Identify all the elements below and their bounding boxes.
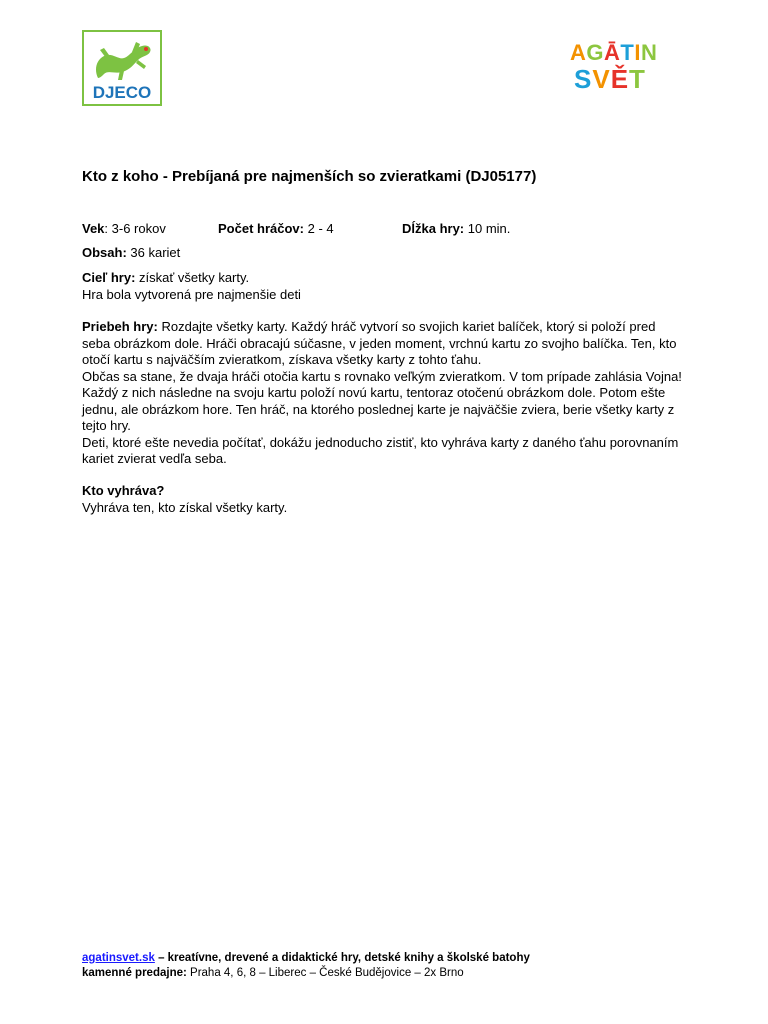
footer-tagline: – kreatívne, drevené a didaktické hry, detské knihy a školské batohy [154,952,530,964]
age-value: : 3-6 rokov [104,221,166,236]
goal-value: získať všetky karty. [135,270,250,285]
procedure-section [82,319,682,468]
game-meta-row [82,221,682,239]
stores-label: kamenné predajne: [82,967,187,979]
svg-text:SVĚT: SVĚT [574,64,646,94]
procedure-paragraph-1: Rozdajte všetky karty. Každý hráč vytvorí so svojich kariet balíček, ktorý si položí pred seba obrázkom dole. Hráči obracajú súčasne, v jeden moment, vrchnú kartu zo svojho balíčka. Ten, kto otočí kartu s najväčším zvieratkom, získava všetky karty z tohto ťahu. [82,319,677,367]
age-label: Vek [82,221,105,236]
djeco-text: DJECO [92,83,152,102]
stores-value: Praha 4, 6, 8 – Liberec – České Budějovice – 2x Brno [186,967,464,979]
length-value: 10 min. [464,221,511,236]
goal-section [82,270,682,303]
procedure-label: Priebeh hry: [82,319,158,334]
players-label: Počet hráčov: [218,221,304,236]
length-info [402,221,510,236]
winner-heading: Kto vyhráva? [82,483,165,498]
website-link[interactable]: agatinsvet.sk [82,952,155,964]
contents-label: Obsah: [82,245,127,260]
winner-section [82,483,682,516]
document-title: Kto z koho - Prebíjaná pre najmenších so zvieratkami (DJ05177) [82,168,537,185]
page-footer [82,951,702,981]
length-label: Dĺžka hry: [402,221,465,236]
procedure-paragraph-2: Občas sa stane, že dvaja hráči otočia kartu s rovnako veľkým zvieratkom. V tom prípade zahlásia Vojna! Každý z nich následne na svoju kartu položí novú kartu, tentoraz otočenú obrázkom dole. Potom ešte jednu, ale obrázkom hore. Ten hráč, na ktorého poslednej karte je najväčšie zviera, berie všetky karty z tejto hry. [82,368,682,433]
players-value: 2 - 4 [303,221,334,236]
agatin-svet-logo [568,38,676,94]
winner-text: Vyhráva ten, kto získal všetky karty. [82,499,288,515]
contents-value: 36 kariet [126,245,181,260]
procedure-paragraph-3: Deti, ktoré ešte nevedia počítať, dokážu jednoducho zistiť, kto vyhráva karty z daného ťahu porovnaním kariet zvierat vedľa seba. [82,434,679,466]
svg-text:AGĀTIN: AGĀTIN [570,40,658,65]
players-info [218,221,334,236]
goal-note: Hra bola vytvorená pre najmenšie deti [82,286,301,302]
djeco-logo [82,30,162,106]
age-info [82,221,166,236]
goal-label: Cieľ hry: [82,270,136,285]
contents-line [82,245,682,262]
